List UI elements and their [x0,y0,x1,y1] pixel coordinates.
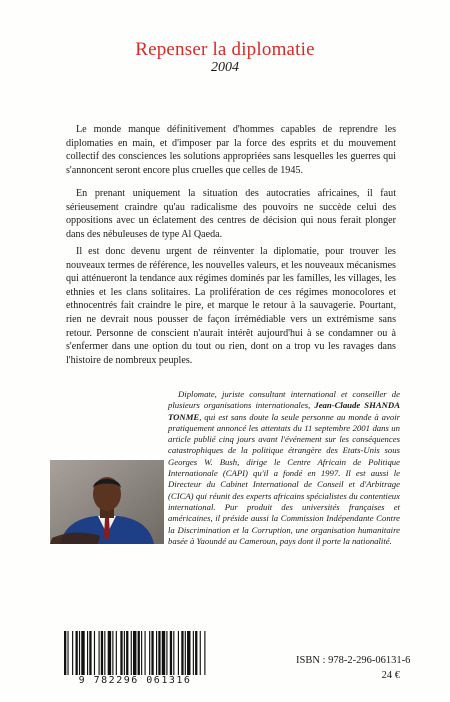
bio-rest: , qui est sans doute la seule personne au monde à avoir pratiquement annoncé les attentats du 11 septembre 2001 dans un article publié cinq jours avant l'événement sur les conséquences catastrophiques de la politique étrangère des Etats-Unis sous Georges W. Bush, dirige le Centre Africain de Politique Internationale (CAPI) qu'il a fondé en 1997. Il est aussi le Directeur du Cabinet International de Conseil et d'Arbitrage (CICA) qui réunit des experts africains spécialistes du contentieux international. Pur produit des universités françaises et américaines, il préside aussi la Commission Indépendante Contre la Discrimination et la Corruption, une organisation humanitaire basée à Yaoundé au Cameroun, pays dont il porte la nationalité. [168,411,400,546]
bio-intro: Diplomate, juriste consultant international et conseiller de plusieurs organisations internationales, [168,389,400,411]
isbn: ISBN : 978-2-296-06131-6 [296,655,411,666]
book-title: Repenser la diplomatie [135,38,315,60]
author-photo [50,460,164,544]
barcode-bars [60,631,210,675]
blurb-paragraph-3: Il est donc devenu urgent de réinventer la diplomatie, pour trouver les nouveaux termes de référence, les nouvelles valeurs, et les nouveaux mécanismes qui atténueront la tendance aux régimes dominés par les familles, les villages, les ethnies et les clans solitaires. La prolifération de ces régimes monocolores et ethnocentrés fait craindre le pire, et marque le retour à la sauvagerie. Pourtant, rien ne devrait nous pousser de façon irrémédiable vers un extrémisme sans retour. Personne de conscient n'aurait intérêt aujourd'hui à se condamner ou à s'enfermer dans une option du tout ou rien, dont on a trop vu les ravages dans l'histoire de nombreux peuples. [66,246,396,366]
author-biography [168,389,400,547]
barcode-number: 9 782296 061316 [78,675,192,686]
blurb-paragraph-1: Le monde manque définitivement d'hommes capables de reprendre les diplomaties en main, et d'imposer par la force des esprits et du mouvement collectif des consciences les solutions appropriées sans lesquelles les guerres qui s'annoncent seront encore plus cruelles que celles de 1945. [66,124,396,176]
author-name: Jean-Claude SHANDA TONME [168,400,400,422]
blurb-paragraph-2: En prenant uniquement la situation des autocraties africaines, il faut sérieusement craindre qu'au radicalisme des pouvoirs ne succède celui des oppositions avec un éclatement des centres de décision qui nous ferait plonger dans des nébuleuses de type Al Qaeda. [66,188,396,240]
price: 24 € [381,670,400,681]
barcode [60,631,210,689]
publication-year: 2004 [211,60,239,75]
